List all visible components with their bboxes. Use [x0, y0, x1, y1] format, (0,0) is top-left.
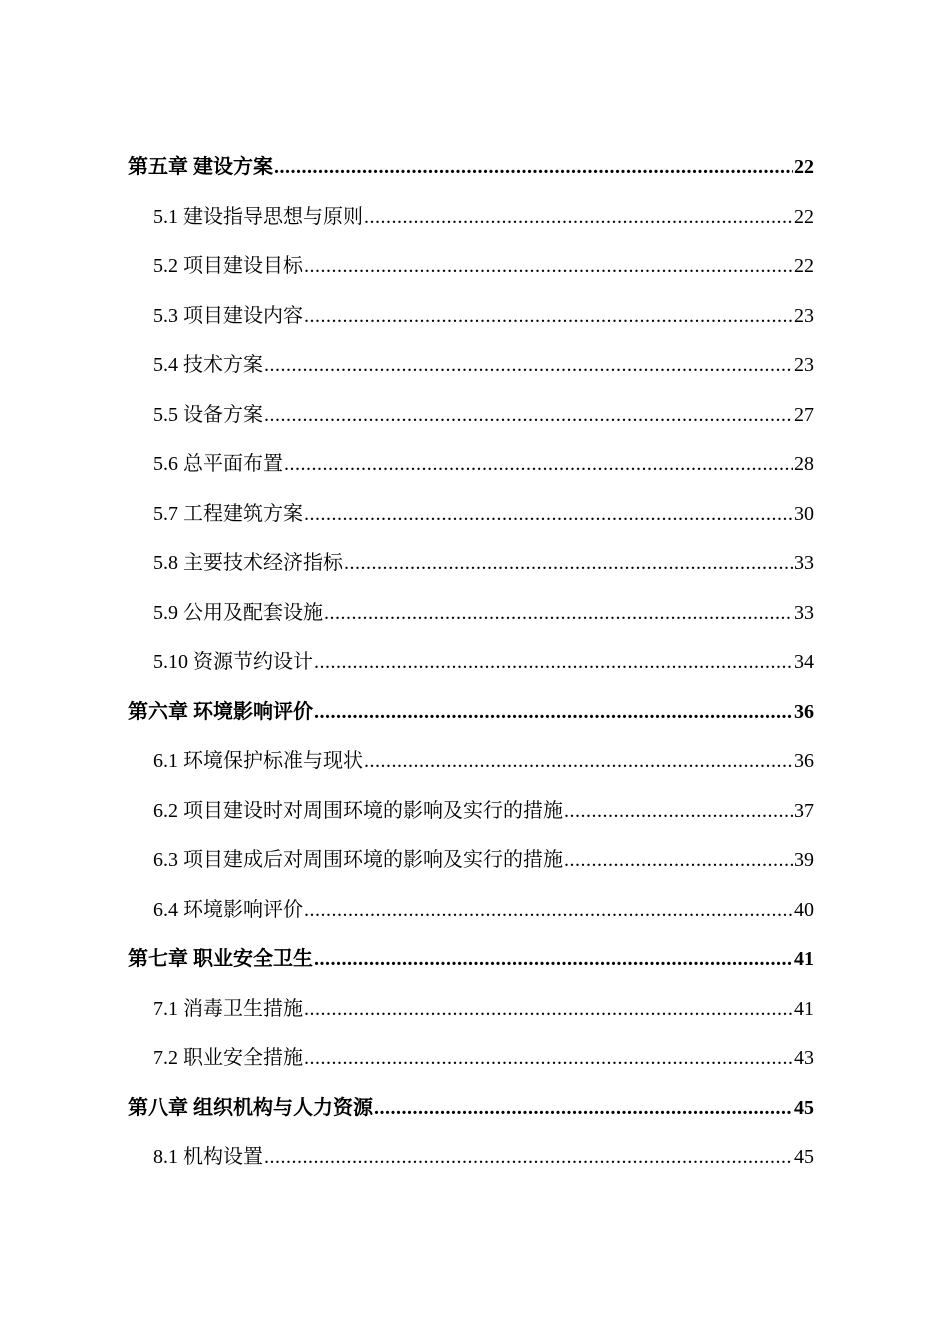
toc-entry-title: 5.3 项目建设内容	[153, 304, 303, 327]
toc-dot-leader	[374, 1084, 793, 1134]
toc-entry-page-number: 36	[794, 750, 814, 772]
toc-entry-page-number: 23	[794, 354, 814, 376]
toc-dot-leader	[304, 1034, 793, 1084]
toc-chapter-entry[interactable]	[128, 143, 814, 193]
toc-dot-leader	[304, 292, 793, 342]
toc-dot-leader	[364, 193, 793, 243]
toc-section-entry[interactable]	[128, 242, 814, 292]
toc-entry-title: 8.1 机构设置	[153, 1146, 263, 1168]
toc-entry-page-number: 22	[794, 255, 814, 277]
toc-entry-title: 6.1 环境保护标准与现状	[153, 750, 363, 772]
toc-dot-leader	[264, 391, 793, 441]
toc-section-entry[interactable]	[128, 391, 814, 441]
toc-entry-page-number: 34	[794, 651, 814, 673]
toc-entry-title: 6.3 项目建成后对周围环境的影响及实行的措施	[153, 849, 563, 871]
toc-section-entry[interactable]	[128, 589, 814, 639]
toc-entry-title: 6.2 项目建设时对周围环境的影响及实行的措施	[153, 799, 563, 822]
toc-dot-leader	[274, 143, 793, 193]
toc-entry-page-number: 27	[794, 403, 814, 426]
toc-entry-title: 6.4 环境影响评价	[153, 898, 303, 921]
toc-dot-leader	[304, 985, 793, 1035]
toc-section-entry[interactable]	[128, 490, 814, 540]
toc-section-entry[interactable]	[128, 737, 814, 787]
toc-entry-title: 5.8 主要技术经济指标	[153, 552, 343, 574]
toc-entry-page-number: 45	[794, 1146, 814, 1168]
toc-section-entry[interactable]	[128, 886, 814, 936]
toc-dot-leader	[344, 539, 793, 589]
toc-entry-page-number: 37	[794, 799, 814, 822]
toc-dot-leader	[264, 1133, 793, 1183]
toc-entry-title: 第五章 建设方案	[128, 156, 273, 178]
toc-dot-leader	[304, 242, 793, 292]
toc-entry-title: 5.4 技术方案	[153, 354, 263, 376]
toc-section-entry[interactable]	[128, 1034, 814, 1084]
toc-entry-title: 第七章 职业安全卫生	[128, 948, 313, 970]
toc-entry-page-number: 36	[794, 700, 814, 723]
toc-entry-page-number: 39	[794, 849, 814, 871]
toc-entry-page-number: 23	[794, 304, 814, 327]
toc-section-entry[interactable]	[128, 985, 814, 1035]
toc-entry-title: 第六章 环境影响评价	[128, 700, 313, 723]
toc-section-entry[interactable]	[128, 440, 814, 490]
toc-section-entry[interactable]	[128, 1133, 814, 1183]
toc-dot-leader	[324, 589, 793, 639]
toc-entry-title: 7.2 职业安全措施	[153, 1047, 303, 1069]
toc-section-entry[interactable]	[128, 292, 814, 342]
toc-entry-page-number: 22	[794, 156, 814, 178]
toc-dot-leader	[314, 638, 793, 688]
toc-entry-title: 5.1 建设指导思想与原则	[153, 205, 363, 228]
toc-entry-title: 5.2 项目建设目标	[153, 255, 303, 277]
toc-section-entry[interactable]	[128, 539, 814, 589]
toc-dot-leader	[564, 787, 793, 837]
toc-section-entry[interactable]	[128, 836, 814, 886]
toc-entry-page-number: 41	[794, 948, 814, 970]
toc-entry-page-number: 33	[794, 552, 814, 574]
toc-entry-title: 5.7 工程建筑方案	[153, 502, 303, 525]
toc-chapter-entry[interactable]	[128, 935, 814, 985]
toc-entry-page-number: 28	[794, 453, 814, 475]
toc-entry-title: 第八章 组织机构与人力资源	[128, 1096, 373, 1119]
toc-dot-leader	[364, 737, 793, 787]
toc-chapter-entry[interactable]	[128, 688, 814, 738]
toc-entry-title: 5.9 公用及配套设施	[153, 601, 323, 624]
toc-entry-page-number: 33	[794, 601, 814, 624]
toc-dot-leader	[314, 935, 793, 985]
toc-entry-title: 5.6 总平面布置	[153, 453, 283, 475]
toc-section-entry[interactable]	[128, 787, 814, 837]
toc-section-entry[interactable]	[128, 638, 814, 688]
toc-dot-leader	[564, 836, 793, 886]
table-of-contents	[128, 143, 814, 1183]
toc-entry-page-number: 43	[794, 1047, 814, 1069]
toc-entry-title: 5.5 设备方案	[153, 403, 263, 426]
toc-chapter-entry[interactable]	[128, 1084, 814, 1134]
toc-dot-leader	[314, 688, 793, 738]
toc-entry-title: 7.1 消毒卫生措施	[153, 997, 303, 1020]
toc-entry-page-number: 45	[794, 1096, 814, 1119]
toc-entry-title: 5.10 资源节约设计	[153, 651, 313, 673]
toc-dot-leader	[264, 341, 793, 391]
toc-section-entry[interactable]	[128, 193, 814, 243]
toc-entry-page-number: 22	[794, 205, 814, 228]
toc-section-entry[interactable]	[128, 341, 814, 391]
toc-entry-page-number: 40	[794, 898, 814, 921]
toc-entry-page-number: 30	[794, 502, 814, 525]
toc-dot-leader	[304, 490, 793, 540]
toc-dot-leader	[284, 440, 793, 490]
toc-dot-leader	[304, 886, 793, 936]
toc-entry-page-number: 41	[794, 997, 814, 1020]
